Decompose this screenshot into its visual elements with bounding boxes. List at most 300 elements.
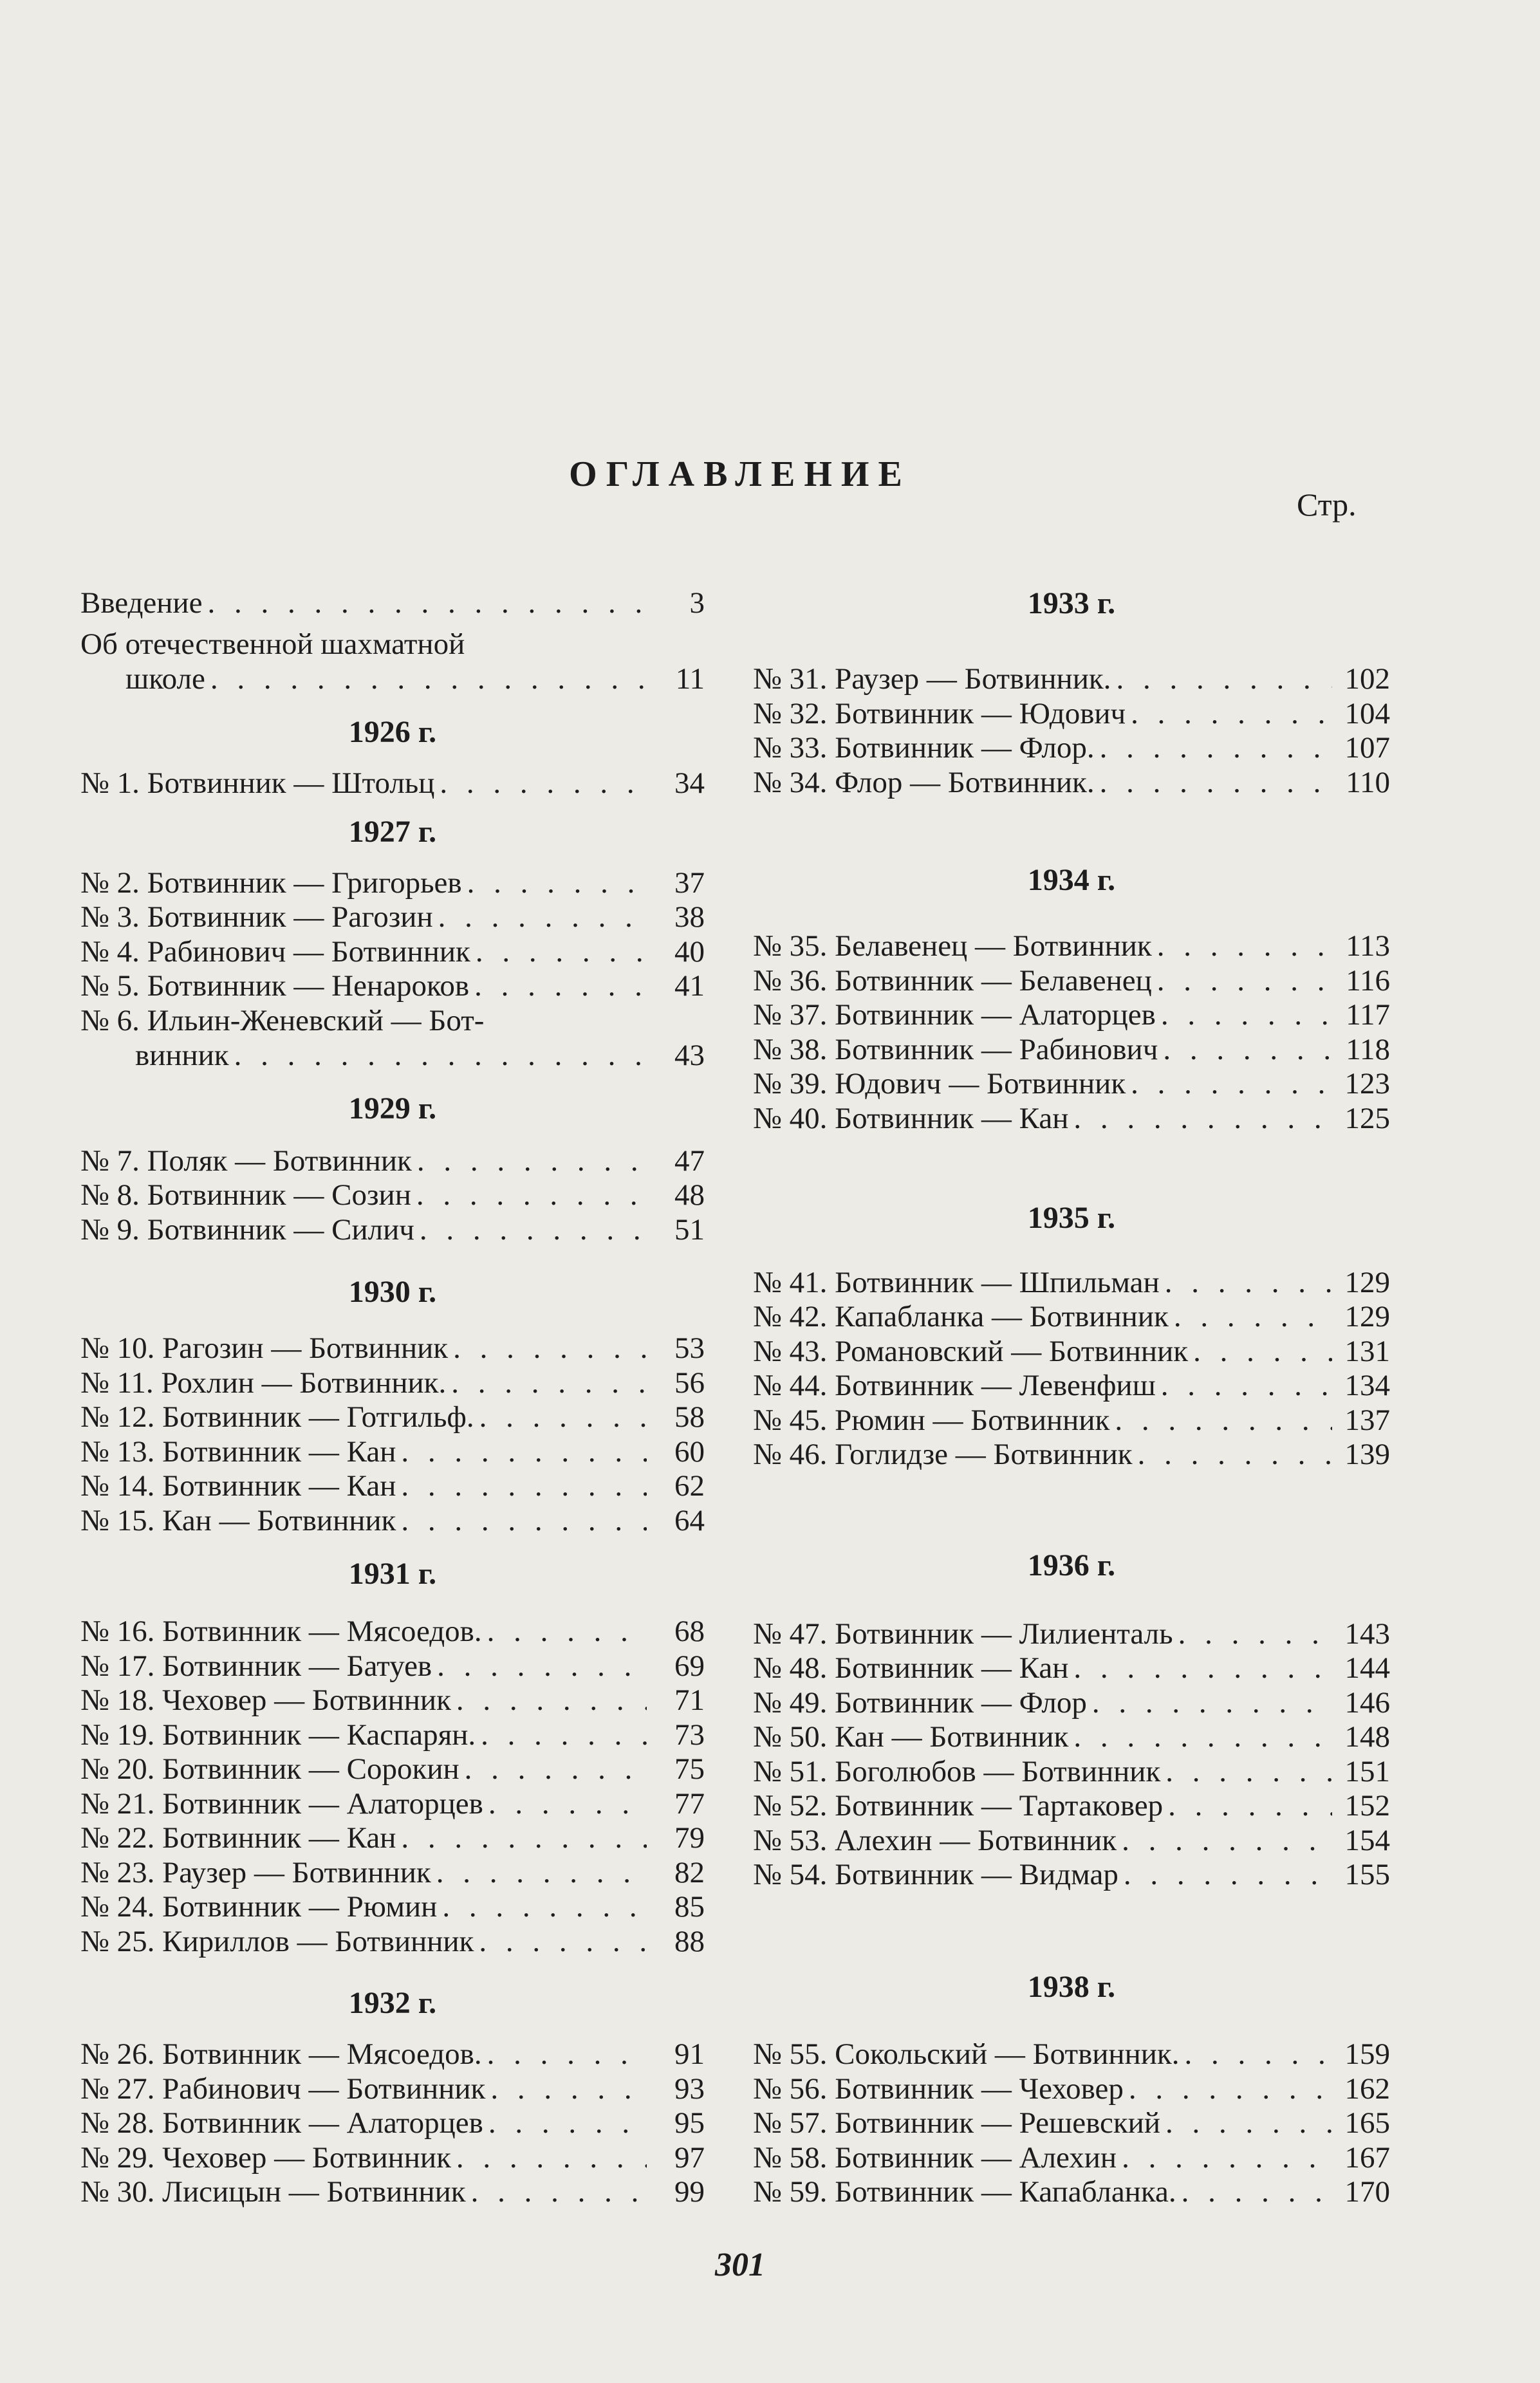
entry-number: № 31.	[753, 662, 835, 696]
dot-leader	[1126, 1066, 1332, 1101]
entry-number: № 37.	[753, 998, 835, 1032]
entry-page: 167	[1344, 2141, 1390, 2174]
entry-title: Ботвинник — Алехин	[835, 2141, 1117, 2174]
dot-leader	[451, 1683, 647, 1718]
entry-number: № 15.	[80, 1504, 163, 1537]
dot-leader	[1152, 929, 1332, 963]
entry-number: № 3.	[80, 900, 147, 934]
entry-page: 143	[1344, 1617, 1390, 1651]
dot-leader	[1126, 696, 1332, 731]
entry-title: Ботвинник — Флор	[835, 1686, 1087, 1720]
dot-leader	[1160, 1265, 1332, 1300]
entry-title: Ботвинник — Левенфиш	[835, 1369, 1156, 1402]
toc-entry	[80, 1889, 705, 1924]
toc-entry	[753, 1368, 1390, 1403]
entry-page: 107	[1344, 731, 1390, 765]
year-heading: 1929 г.	[348, 1091, 437, 1126]
dot-leader	[396, 1434, 647, 1469]
entry-page: 71	[674, 1683, 705, 1717]
entry-number: № 26.	[80, 2037, 163, 2071]
dot-leader	[396, 1469, 647, 1503]
entry-title: Ботвинник — Решевский	[835, 2106, 1160, 2140]
entry-page: 48	[674, 1178, 705, 1212]
entry-page: 11	[675, 662, 705, 696]
entry-title: Ботвинник — Лилиенталь	[835, 1617, 1173, 1651]
entry-page: 152	[1344, 1789, 1390, 1822]
entry-title: Ботвинник — Алаторцев	[162, 2106, 483, 2140]
entry-page: 137	[1344, 1404, 1390, 1437]
entry-number: № 56.	[753, 2072, 835, 2106]
entry-page: 146	[1344, 1686, 1390, 1720]
entry-title: Введение	[80, 586, 203, 620]
entry-page: 117	[1346, 998, 1390, 1032]
entry-page: 38	[674, 900, 705, 934]
dot-leader	[1095, 765, 1332, 800]
entry-number: № 5.	[80, 969, 147, 1003]
toc-entry	[753, 1651, 1390, 1685]
year-heading: 1938 г.	[1027, 1970, 1116, 2004]
entry-number: № 2.	[80, 866, 147, 900]
toc-entry	[80, 2174, 705, 2209]
entry-page: 75	[674, 1752, 705, 1786]
dot-leader	[1095, 730, 1332, 765]
dot-leader	[1133, 1437, 1332, 1472]
toc-entry	[753, 2072, 1390, 2106]
entry-page: 131	[1344, 1335, 1390, 1368]
toc-entry	[80, 1683, 705, 1718]
entry-title: Кан — Ботвинник	[162, 1504, 396, 1537]
entry-page: 116	[1346, 964, 1390, 997]
toc-entry	[753, 997, 1390, 1032]
entry-title: Ботвинник — Сорокин	[162, 1752, 459, 1786]
entry-number: № 18.	[80, 1683, 163, 1717]
entry-number: № 40.	[753, 1102, 835, 1135]
entry-number: № 21.	[80, 1787, 163, 1821]
dot-leader	[1118, 1857, 1332, 1892]
entry-page: 43	[674, 1039, 705, 1072]
entry-title: Ботвинник — Готгильф.	[162, 1400, 474, 1434]
entry-number: № 51.	[753, 1755, 835, 1788]
entry-page: 91	[674, 2037, 705, 2071]
entry-title: Ботвинник — Алаторцев	[835, 998, 1156, 1032]
entry-number: № 19.	[80, 1718, 163, 1752]
entry-page: 51	[674, 1213, 705, 1247]
entry-number: № 54.	[753, 1858, 835, 1891]
toc-entry	[753, 1857, 1390, 1892]
entry-title: Ботвинник — Юдович	[835, 697, 1126, 730]
dot-leader	[1087, 1685, 1332, 1720]
toc-entry	[80, 1366, 705, 1400]
entry-page: 34	[674, 766, 705, 800]
entry-title: Ботвинник — Ненароков	[147, 969, 470, 1003]
entry-number: № 11.	[80, 1366, 162, 1400]
entry-page: 47	[674, 1144, 705, 1178]
entry-page: 53	[674, 1331, 705, 1365]
toc-entry	[753, 2106, 1390, 2140]
toc-entry	[80, 934, 705, 969]
entry-title: Кан — Ботвинник	[835, 1720, 1069, 1754]
entry-title: Ботвинник — Капабланка.	[835, 2175, 1176, 2209]
wrapped-entry-line1	[80, 1003, 484, 1038]
toc-entry	[753, 1823, 1390, 1858]
entry-number: № 20.	[80, 1752, 163, 1786]
entry-page: 60	[674, 1435, 705, 1469]
toc-entry	[80, 2037, 705, 2072]
entry-title: Ботвинник — Рюмин	[162, 1890, 438, 1924]
toc-entry	[753, 696, 1390, 731]
toc-entry	[80, 1614, 705, 1649]
entry-page: 162	[1344, 2072, 1390, 2106]
toc-entry	[753, 1066, 1390, 1101]
entry-page: 64	[674, 1504, 705, 1537]
entry-page: 41	[674, 969, 705, 1003]
entry-title: Рагозин — Ботвинник	[162, 1331, 449, 1365]
entry-title: Ботвинник — Рабинович	[835, 1033, 1158, 1066]
entry-number: № 27.	[80, 2072, 163, 2106]
toc-entry	[80, 1855, 705, 1890]
toc-entry	[80, 1649, 705, 1683]
dot-leader	[485, 2072, 647, 2106]
entry-page: 88	[674, 1925, 705, 1958]
toc-entry	[753, 1299, 1390, 1334]
entry-number: № 43.	[753, 1335, 835, 1368]
entry-title: Ботвинник — Алаторцев	[162, 1787, 483, 1821]
entry-page: 154	[1344, 1824, 1390, 1857]
page-number: 301	[715, 2247, 765, 2283]
toc-entry	[753, 1437, 1390, 1472]
year-heading: 1930 г.	[348, 1275, 437, 1309]
dot-leader	[434, 766, 647, 801]
entry-page: 155	[1344, 1858, 1390, 1891]
dot-leader	[1117, 2140, 1332, 2175]
toc-entry	[80, 586, 705, 620]
entry-number: № 22.	[80, 1821, 163, 1855]
entry-number: № 8.	[80, 1178, 147, 1212]
year-heading: 1926 г.	[348, 715, 437, 749]
dot-leader	[1117, 1823, 1332, 1858]
dot-leader	[469, 969, 647, 1003]
year-heading: 1932 г.	[348, 1986, 437, 2020]
dot-leader	[396, 1821, 647, 1855]
toc-entry	[753, 1617, 1390, 1651]
toc-entry	[753, 1685, 1390, 1720]
toc-entry	[753, 963, 1390, 998]
toc-entry	[80, 1469, 705, 1503]
entry-page: 170	[1344, 2175, 1390, 2209]
entry-number: № 52.	[753, 1789, 835, 1822]
entry-number: № 46.	[753, 1438, 835, 1471]
entry-title: Ботвинник — Кан	[162, 1435, 396, 1469]
dot-leader	[433, 900, 647, 934]
toc-entry	[80, 1752, 705, 1786]
entry-title: Романовский — Ботвинник	[835, 1335, 1189, 1368]
entry-number: № 53.	[753, 1824, 835, 1857]
dot-leader	[437, 1889, 647, 1924]
entry-number: № 33.	[753, 731, 835, 765]
entry-page: 129	[1344, 1300, 1390, 1333]
entry-page: 113	[1346, 929, 1390, 963]
toc-entry	[80, 969, 705, 1003]
entry-page: 95	[674, 2106, 705, 2140]
dot-leader	[459, 1752, 647, 1786]
dot-leader	[1169, 1299, 1332, 1334]
entry-title: Ботвинник — Шпильман	[835, 1266, 1160, 1299]
entry-number: № 28.	[80, 2106, 163, 2140]
year-heading: 1927 г.	[348, 815, 437, 849]
dot-leader	[483, 2106, 647, 2140]
entry-page: 129	[1344, 1266, 1390, 1299]
entry-number: № 41.	[753, 1266, 835, 1299]
entry-number: № 29.	[80, 2141, 163, 2174]
entry-title: Лисицын — Ботвинник	[162, 2175, 466, 2209]
toc-entry	[80, 1786, 705, 1821]
entry-page: 77	[674, 1787, 705, 1821]
dot-leader	[396, 1503, 647, 1538]
toc-entry	[753, 2037, 1390, 2072]
entry-title: Рохлин — Ботвинник.	[161, 1366, 447, 1400]
entry-page: 99	[674, 2175, 705, 2209]
dot-leader	[1173, 1617, 1332, 1651]
entry-title: Раузер — Ботвинник.	[835, 662, 1111, 696]
entry-page: 69	[674, 1649, 705, 1683]
toc-entry	[80, 866, 705, 900]
entry-number: № 55.	[753, 2037, 835, 2071]
toc-entry	[80, 900, 705, 934]
entry-title: Белавенец — Ботвинник	[835, 929, 1152, 963]
toc-entry	[753, 2174, 1390, 2209]
toc-entry	[753, 2140, 1390, 2175]
entry-page: 151	[1344, 1755, 1390, 1788]
entry-page: 79	[674, 1821, 705, 1855]
entry-title: Чеховер — Ботвинник	[162, 2141, 451, 2174]
entry-number: № 44.	[753, 1369, 835, 1402]
entry-number: № 38.	[753, 1033, 835, 1066]
toc-entry	[753, 1032, 1390, 1067]
toc-entry	[125, 662, 705, 696]
dot-leader	[466, 2174, 647, 2209]
entry-number: № 9.	[80, 1213, 147, 1247]
entry-number: № 23.	[80, 1856, 163, 1889]
entry-number: № 16.	[80, 1615, 163, 1648]
page-column-label: Стр.	[1297, 487, 1357, 523]
entry-title: Ботвинник — Кан	[835, 1102, 1069, 1135]
entry-number: № 7.	[80, 1144, 147, 1178]
dot-leader	[1176, 2174, 1332, 2209]
entry-number: № 6.	[80, 1004, 147, 1037]
dot-leader	[476, 1718, 647, 1752]
entry-title: Ботвинник — Созин	[147, 1178, 411, 1212]
year-heading: 1936 г.	[1027, 1548, 1116, 1582]
entry-title: Раузер — Ботвинник	[162, 1856, 431, 1889]
entry-title: Поляк — Ботвинник	[147, 1144, 412, 1178]
toc-entry	[80, 1718, 705, 1752]
entry-title: Ботвинник — Штольц	[147, 766, 435, 800]
entry-number: № 58.	[753, 2141, 835, 2174]
entry-title: Юдович — Ботвинник	[835, 1067, 1126, 1100]
entry-number: № 57.	[753, 2106, 835, 2140]
dot-leader	[462, 866, 647, 900]
entry-title: Ботвинник — Кан	[835, 1651, 1069, 1685]
entry-title: Боголюбов — Ботвинник	[835, 1755, 1161, 1788]
toc-entry	[80, 2106, 705, 2140]
entry-page: 37	[674, 866, 705, 900]
entry-number: № 10.	[80, 1331, 163, 1365]
entry-title: винник	[135, 1039, 229, 1072]
page-title: ОГЛАВЛЕНИЕ	[569, 454, 911, 494]
entry-page: 62	[674, 1469, 705, 1503]
dot-leader	[1163, 1788, 1332, 1823]
toc-entry	[80, 1821, 705, 1855]
toc-entry	[753, 662, 1390, 696]
entry-number: № 12.	[80, 1400, 163, 1434]
entry-title: Флор — Ботвинник.	[835, 766, 1095, 799]
toc-entry	[753, 1265, 1390, 1300]
entry-number: № 34.	[753, 766, 835, 799]
dot-leader	[448, 1331, 647, 1366]
entry-title: Капабланка — Ботвинник	[835, 1300, 1169, 1333]
toc-entry	[80, 1178, 705, 1212]
toc-entry	[80, 2140, 705, 2175]
entry-page: 110	[1346, 766, 1390, 799]
entry-title: школе	[125, 662, 205, 696]
dot-leader	[1068, 1651, 1332, 1685]
entry-title: Гоглидзе — Ботвинник	[835, 1438, 1133, 1471]
toc-entry	[80, 766, 705, 801]
entry-number: № 50.	[753, 1720, 835, 1754]
entry-number: № 24.	[80, 1890, 163, 1924]
toc-entry	[753, 1720, 1390, 1754]
dot-leader	[483, 1786, 647, 1821]
year-heading: 1934 г.	[1027, 863, 1116, 897]
dot-leader	[446, 1366, 647, 1400]
toc-entry	[753, 765, 1390, 800]
entry-title: Сокольский — Ботвинник.	[835, 2037, 1180, 2071]
entry-page: 139	[1344, 1438, 1390, 1471]
entry-title: Ботвинник — Рагозин	[147, 900, 433, 934]
entry-title: Ботвинник — Каспарян.	[162, 1718, 476, 1752]
entry-number: № 36.	[753, 964, 835, 997]
entry-number: № 48.	[753, 1651, 835, 1685]
entry-page: 68	[674, 1615, 705, 1648]
entry-number: № 47.	[753, 1617, 835, 1651]
entry-number: № 4.	[80, 935, 147, 969]
entry-number: № 17.	[80, 1649, 163, 1683]
dot-leader	[1068, 1720, 1332, 1754]
dot-leader	[1152, 963, 1332, 998]
dot-leader	[411, 1178, 647, 1212]
toc-entry	[753, 929, 1390, 963]
entry-title: Ботвинник — Григорьев	[147, 866, 462, 900]
entry-title: Ботвинник — Мясоедов.	[162, 2037, 482, 2071]
entry-number: № 42.	[753, 1300, 835, 1333]
entry-title: Ботвинник — Чеховер	[835, 2072, 1124, 2106]
dot-leader	[1109, 1403, 1332, 1438]
entry-page: 118	[1346, 1033, 1390, 1066]
toc-entry	[135, 1038, 705, 1073]
dot-leader	[482, 2037, 647, 2072]
entry-page: 125	[1344, 1102, 1390, 1135]
toc-entry	[80, 1434, 705, 1469]
entry-title: Ботвинник — Батуев	[162, 1649, 432, 1683]
entry-number: № 32.	[753, 697, 835, 730]
dot-leader	[474, 1400, 647, 1434]
dot-leader	[1160, 2106, 1332, 2140]
entry-title: Чеховер — Ботвинник	[162, 1683, 451, 1717]
entry-page: 58	[674, 1400, 705, 1434]
entry-page: 85	[674, 1890, 705, 1924]
entry-number: № 30.	[80, 2175, 163, 2209]
dot-leader	[474, 1924, 647, 1959]
entry-page: 3	[689, 586, 705, 620]
entry-title: Ботвинник — Тартаковер	[835, 1789, 1164, 1822]
dot-leader	[1124, 2072, 1332, 2106]
dot-leader	[1068, 1101, 1332, 1136]
entry-number: № 14.	[80, 1469, 163, 1503]
entry-number: № 45.	[753, 1404, 835, 1437]
entry-number: № 25.	[80, 1925, 163, 1958]
toc-entry	[753, 1754, 1390, 1789]
dot-leader	[451, 2140, 647, 2175]
toc-entry	[753, 1101, 1390, 1136]
dot-leader	[1156, 1368, 1332, 1403]
toc-entry	[753, 1334, 1390, 1369]
toc-entry	[80, 1924, 705, 1959]
entry-page: 102	[1344, 662, 1390, 696]
dot-leader	[412, 1144, 647, 1178]
toc-entry	[753, 730, 1390, 765]
entry-title: Ботвинник — Видмар	[835, 1858, 1118, 1891]
entry-number: № 35.	[753, 929, 835, 963]
entry-page: 134	[1344, 1369, 1390, 1402]
entry-title: Рабинович — Ботвинник	[162, 2072, 486, 2106]
entry-number: № 49.	[753, 1686, 835, 1720]
entry-title: Рюмин — Ботвинник	[835, 1404, 1110, 1437]
school-entry-line1: Об отечественной шахматной	[80, 627, 465, 661]
entry-page: 148	[1344, 1720, 1390, 1754]
toc-entry	[80, 1331, 705, 1366]
dot-leader	[470, 934, 647, 969]
dot-leader	[205, 662, 647, 696]
dot-leader	[432, 1649, 647, 1683]
entry-page: 82	[674, 1856, 705, 1889]
entry-title: Ботвинник — Мясоедов.	[162, 1615, 482, 1648]
year-heading: 1933 г.	[1027, 586, 1116, 620]
year-heading: 1931 г.	[348, 1557, 437, 1591]
toc-entry	[80, 1400, 705, 1434]
entry-page: 73	[674, 1718, 705, 1752]
dot-leader	[1158, 1032, 1332, 1067]
toc-entry	[80, 1212, 705, 1247]
entry-page: 40	[674, 935, 705, 969]
entry-number: № 1.	[80, 766, 147, 800]
dot-leader	[414, 1212, 647, 1247]
entry-page: 159	[1344, 2037, 1390, 2071]
entry-title: Ильин-Женевский — Бот-	[147, 1004, 485, 1037]
entry-number: № 13.	[80, 1435, 163, 1469]
entry-page: 56	[674, 1366, 705, 1400]
dot-leader	[202, 586, 647, 620]
toc-entry	[753, 1788, 1390, 1823]
entry-title: Кириллов — Ботвинник	[162, 1925, 474, 1958]
entry-title: Рабинович — Ботвинник	[147, 935, 470, 969]
entry-number: № 59.	[753, 2175, 835, 2209]
entry-page: 144	[1344, 1651, 1390, 1685]
dot-leader	[482, 1614, 647, 1649]
dot-leader	[431, 1855, 647, 1890]
entry-title: Ботвинник — Флор.	[835, 731, 1095, 765]
entry-title: Ботвинник — Силич	[147, 1213, 414, 1247]
toc-entry	[80, 1503, 705, 1538]
